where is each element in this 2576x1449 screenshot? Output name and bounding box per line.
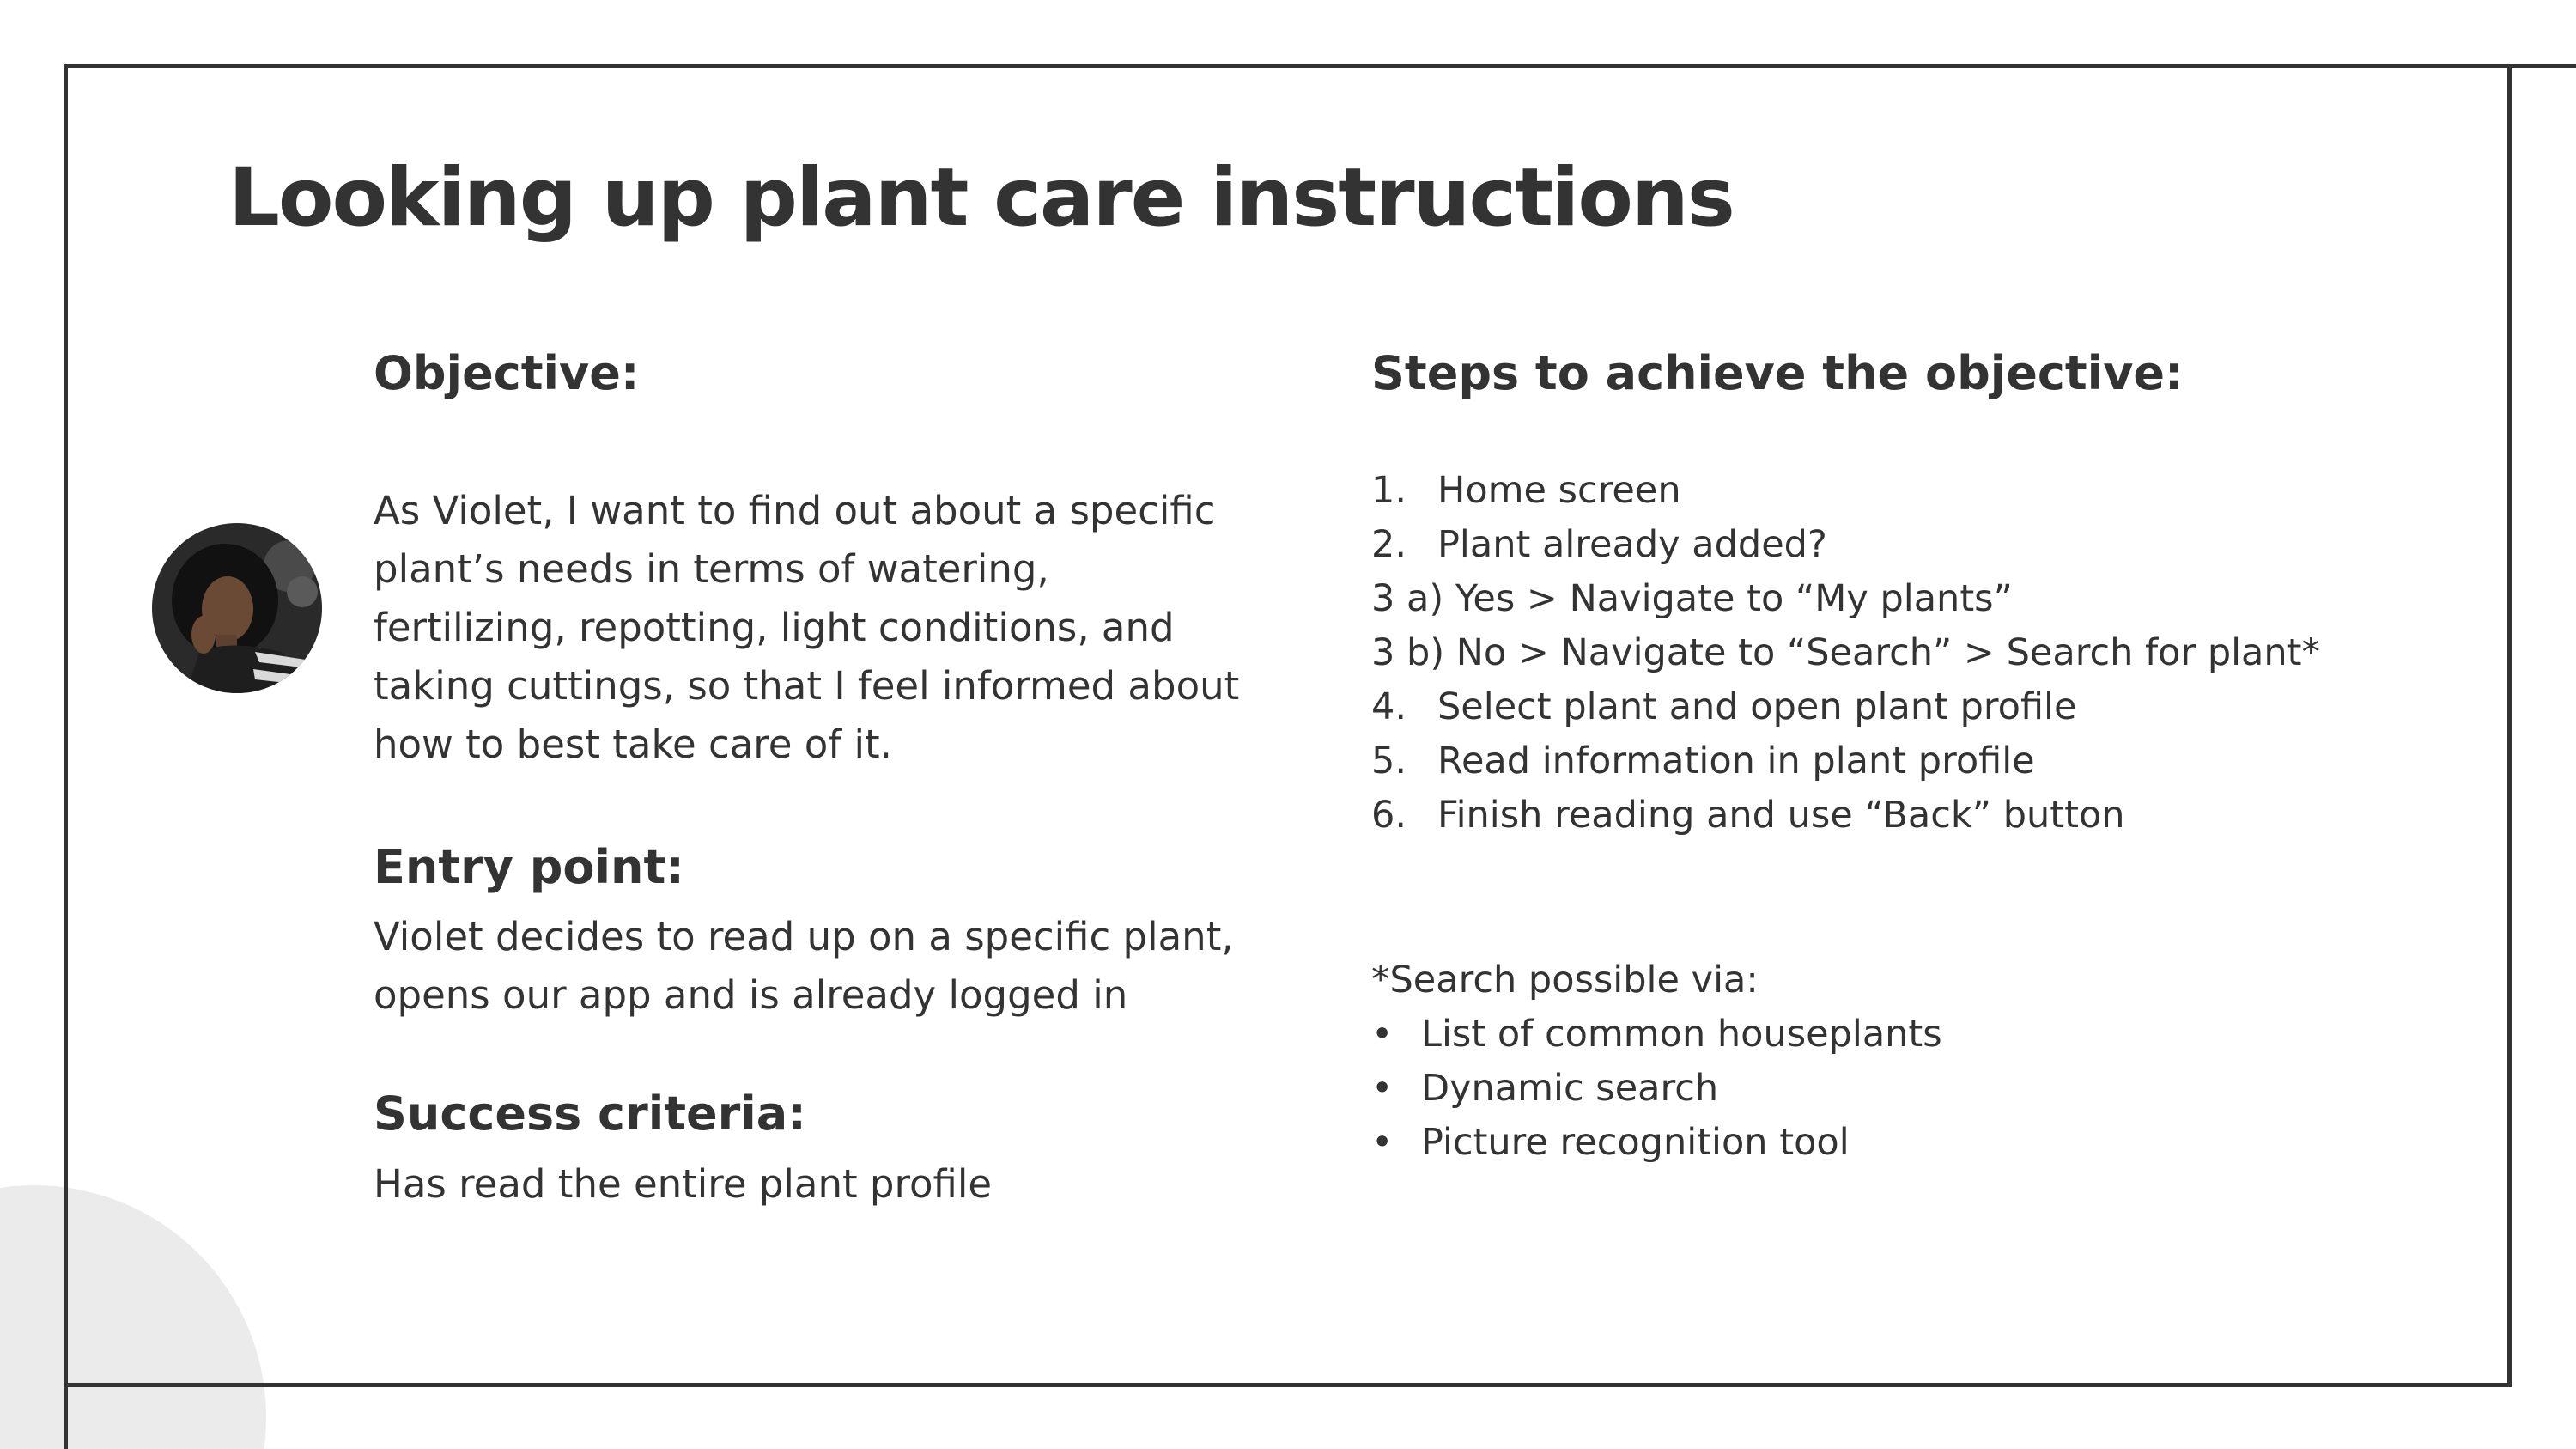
bullet-icon: • — [1371, 1013, 1394, 1056]
persona-photo — [152, 523, 322, 693]
step-number: 4. — [1371, 685, 1407, 728]
bullet-icon: • — [1371, 1067, 1394, 1110]
step-item — [1371, 680, 2488, 734]
step-item — [1371, 572, 2488, 626]
objective-line: plant’s needs in terms of watering, — [374, 546, 1049, 592]
persona-avatar — [152, 523, 322, 693]
objective-line: taking cuttings, so that I feel informed about — [374, 663, 1240, 709]
success-criteria-text: Has read the entire plant profile — [374, 1161, 993, 1207]
search-option-item — [1371, 1062, 1942, 1116]
step-number: 2. — [1371, 523, 1407, 566]
entry-point-text — [374, 908, 1309, 1025]
frame-line-right — [2507, 64, 2512, 1387]
step-text: Read information in plant profile — [1437, 740, 2035, 782]
entry-point-line: Violet decides to read up on a specific plant, — [374, 914, 1234, 959]
objective-line: As Violet, I want to find out about a specific — [374, 488, 1216, 533]
decorative-circle — [0, 1185, 266, 1449]
step-item — [1371, 464, 2488, 518]
steps-heading: Steps to achieve the objective: — [1371, 346, 2184, 400]
entry-point-heading: Entry point: — [374, 840, 684, 894]
step-text: 3 a) Yes > Navigate to “My plants” — [1371, 577, 2013, 620]
step-text: 3 b) No > Navigate to “Search” > Search for plant* — [1371, 631, 2321, 674]
step-text: Plant already added? — [1437, 523, 1827, 566]
frame-line-left — [64, 64, 68, 1449]
search-option-text: List of common houseplants — [1421, 1013, 1942, 1056]
step-item — [1371, 788, 2488, 843]
objective-line: how to best take care of it. — [374, 721, 892, 767]
step-number: 6. — [1371, 794, 1407, 837]
objective-heading: Objective: — [374, 346, 640, 400]
step-text: Finish reading and use “Back” button — [1437, 794, 2125, 837]
search-option-item — [1371, 1116, 1942, 1170]
step-item — [1371, 626, 2488, 680]
page-title: Looking up plant care instructions — [228, 151, 1734, 245]
step-item — [1371, 734, 2488, 788]
bullet-icon: • — [1371, 1121, 1394, 1164]
success-criteria-heading: Success criteria: — [374, 1087, 806, 1141]
step-text: Home screen — [1437, 469, 1681, 512]
steps-list — [1371, 464, 2488, 843]
search-options-list — [1371, 1008, 1942, 1170]
step-number: 1. — [1371, 469, 1407, 512]
objective-text — [374, 482, 1309, 774]
step-text: Select plant and open plant profile — [1437, 685, 2077, 728]
step-item — [1371, 518, 2488, 572]
objective-line: fertilizing, repotting, light conditions, and — [374, 605, 1175, 650]
step-number: 5. — [1371, 740, 1407, 782]
search-option-text: Dynamic search — [1421, 1067, 1719, 1110]
search-option-text: Picture recognition tool — [1421, 1121, 1850, 1164]
frame-line-bottom — [64, 1383, 2512, 1387]
frame-line-top — [64, 64, 2576, 68]
search-note: *Search possible via: — [1371, 959, 1759, 1002]
search-option-item — [1371, 1008, 1942, 1062]
entry-point-line: opens our app and is already logged in — [374, 972, 1128, 1018]
